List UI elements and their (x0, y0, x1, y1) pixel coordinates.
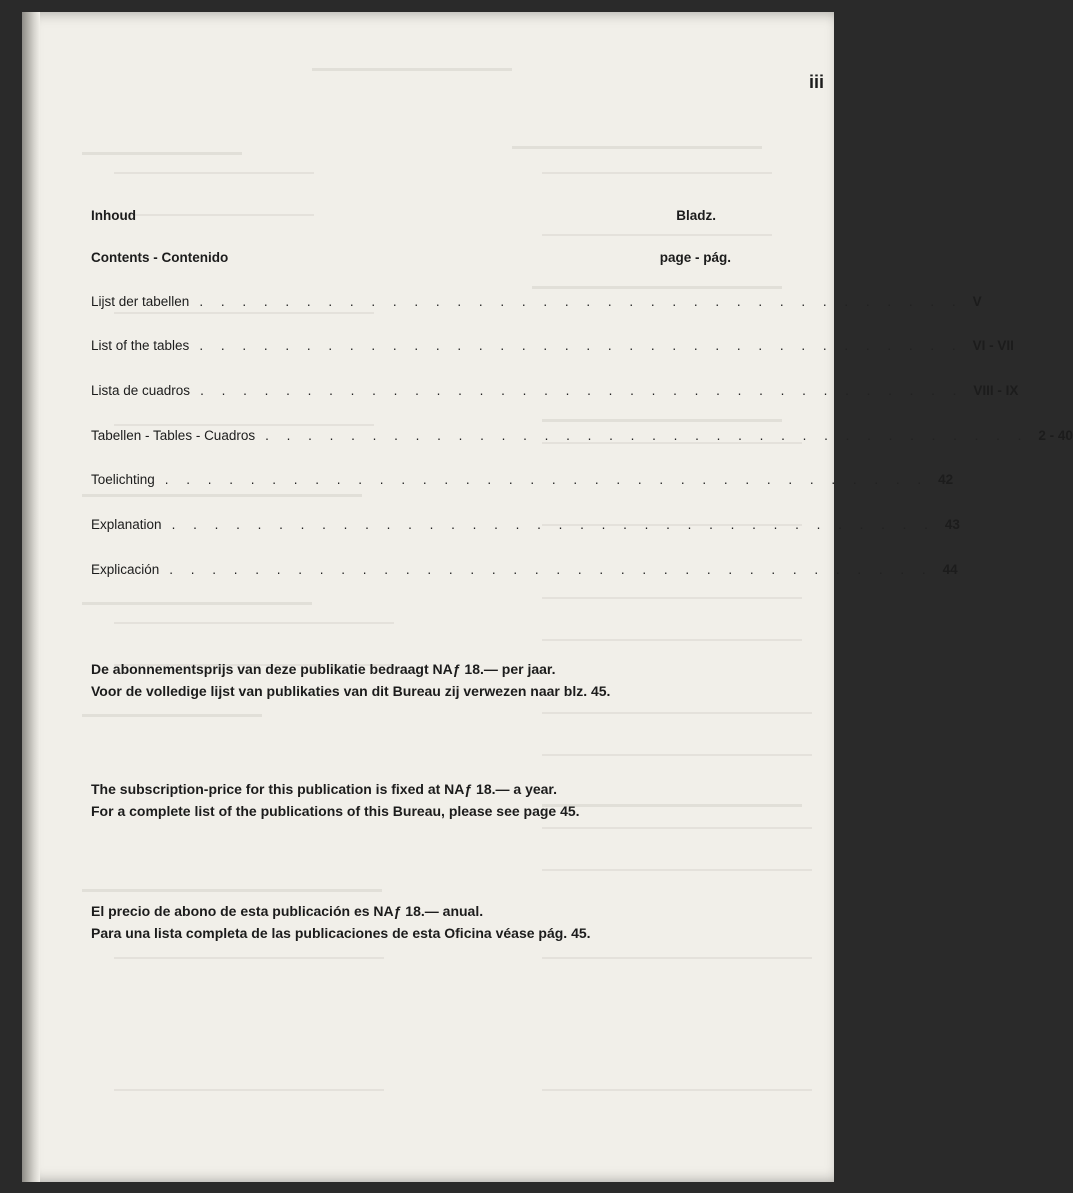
toc-header-row-2 (91, 250, 736, 265)
page-number: iii (809, 72, 825, 92)
note-line: De abonnementsprijs van deze publikatie bedraagt NAƒ 18.— per jaar. (91, 661, 556, 677)
note-spanish (91, 900, 591, 944)
toc-entry-page: V (972, 294, 982, 309)
header-bladz: Bladz. (676, 208, 716, 223)
toc-entry[interactable] (91, 517, 960, 539)
toc-entry-page: VIII - IX (973, 383, 1019, 398)
leader-dots: . . . . . . . . . . . . . . . . . . . . . . . . . . . . . . . . . . . . (265, 428, 1029, 443)
header-contents: Contents - Contenido (91, 250, 229, 265)
toc-entry-label: List of the tables (91, 338, 190, 353)
leader-dots: . . . . . . . . . . . . . . . . . . . . . . . . . . . . . . . . . . . . (164, 472, 929, 487)
toc-entry[interactable] (91, 383, 1019, 405)
toc-entry-page: 42 (938, 472, 954, 487)
toc-entry-page: VI - VII (972, 338, 1014, 353)
note-line: El precio de abono de esta publicación es NAƒ 18.— anual. (91, 903, 484, 919)
leader-dots: . . . . . . . . . . . . . . . . . . . . . . . . . . . . . . . . . . . . (199, 338, 963, 353)
toc-entry-label: Lijst der tabellen (91, 294, 190, 309)
leader-dots: . . . . . . . . . . . . . . . . . . . . . . . . . . . . . . . . . . . . (171, 517, 935, 532)
toc-entry-label: Lista de cuadros (91, 383, 191, 398)
leader-dots: . . . . . . . . . . . . . . . . . . . . . . . . . . . . . . . . . . . . (200, 383, 964, 398)
toc-entry-label: Tabellen - Tables - Cuadros (91, 428, 256, 443)
header-page: page - pág. (659, 250, 731, 265)
book-spine-shadow (22, 12, 40, 1182)
toc-entry-page: 43 (944, 517, 960, 532)
leader-dots: . . . . . . . . . . . . . . . . . . . . . . . . . . . . . . . . . . . . (169, 562, 933, 577)
header-inhoud: Inhoud (91, 208, 136, 223)
toc-entry[interactable] (91, 294, 982, 316)
note-line: Voor de volledige lijst van publikaties van dit Bureau zij verwezen naar blz. 45. (91, 683, 611, 699)
toc-entry-page: 2 - 40 (1038, 428, 1073, 443)
toc-entry-label: Explanation (91, 517, 162, 532)
toc-entry[interactable] (91, 562, 958, 584)
leader-dots: . . . . . . . . . . . . . . . . . . . . . . . . . . . . . . . . . . . . (199, 294, 963, 309)
toc-entry[interactable] (91, 428, 1073, 450)
note-english (91, 778, 580, 822)
toc-entry-label: Explicación (91, 562, 160, 577)
toc-entry-page: 44 (942, 562, 958, 577)
page (22, 12, 1073, 1182)
note-line: Para una lista completa de las publicaciones de esta Oficina véase pág. 45. (91, 925, 591, 941)
note-line: For a complete list of the publications of this Bureau, please see page 45. (91, 803, 580, 819)
note-line: The subscription-price for this publication is fixed at NAƒ 18.— a year. (91, 781, 557, 797)
toc-header-row-1 (91, 208, 736, 223)
note-dutch (91, 658, 610, 702)
toc-entry[interactable] (91, 472, 954, 494)
toc-entry-label: Toelichting (91, 472, 155, 487)
toc-entry[interactable] (91, 338, 1014, 360)
